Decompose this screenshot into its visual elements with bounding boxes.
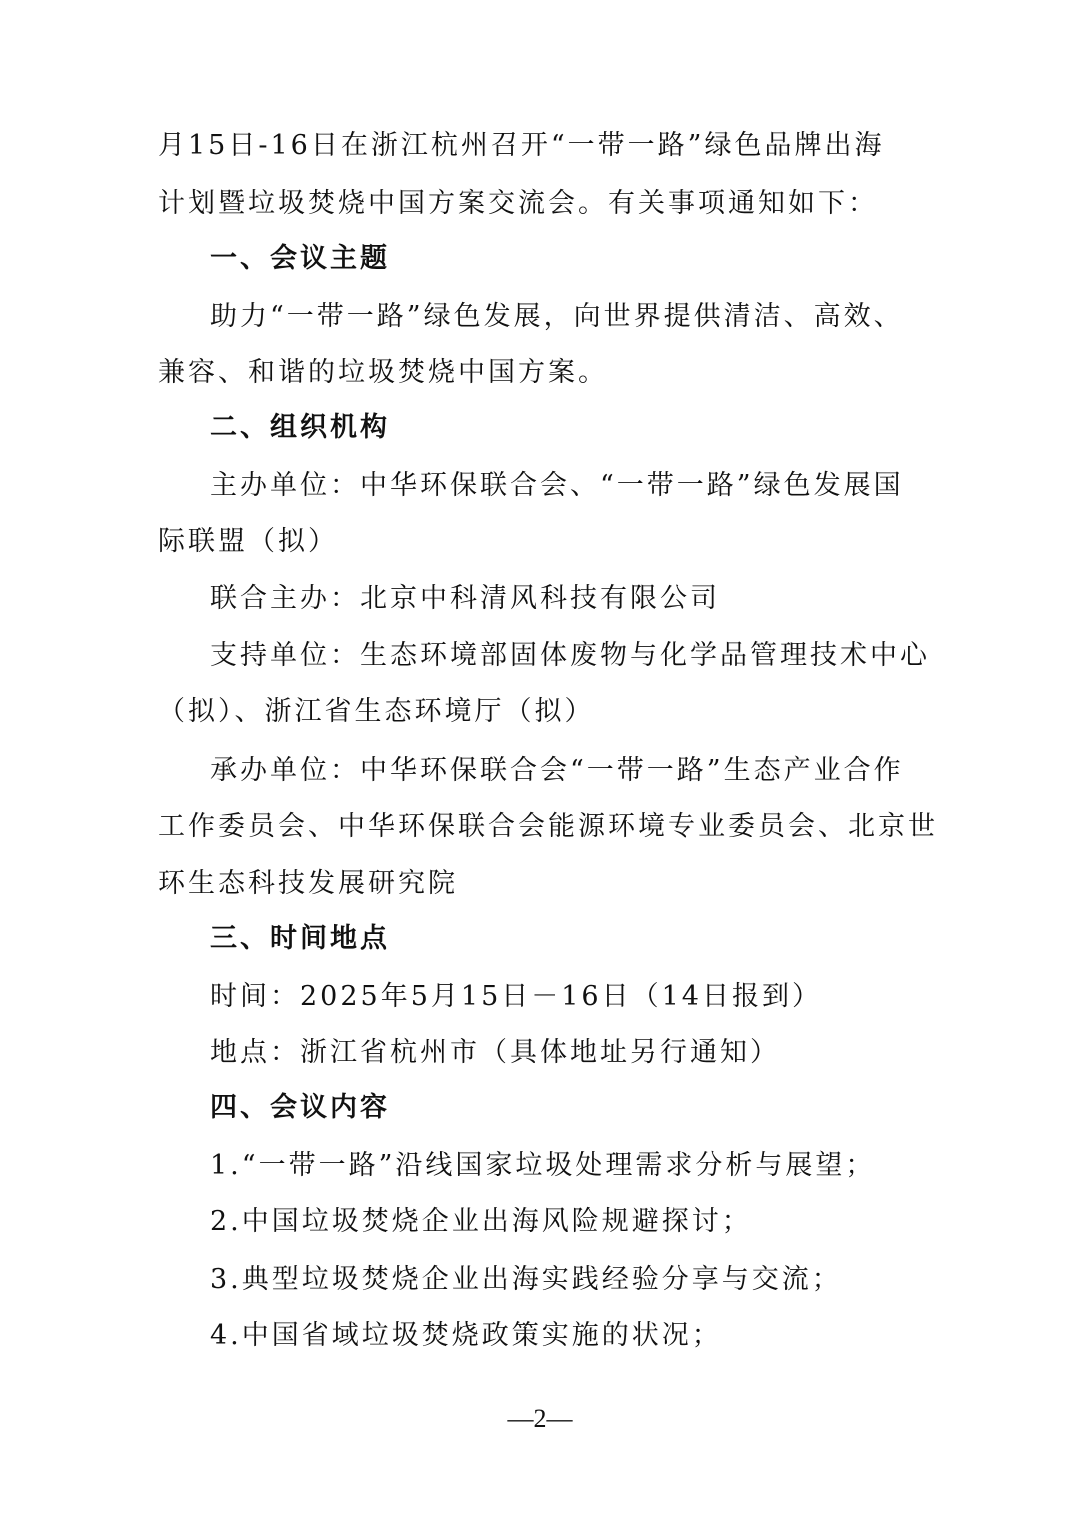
body-text-line: 时间：2025年5月15日－16日（14日报到） [210, 981, 822, 1012]
body-text-line: 承办单位：中华环保联合会“一带一路”生态产业合作 [210, 755, 904, 786]
body-text-line: 支持单位：生态环境部固体废物与化学品管理技术中心 [210, 640, 930, 671]
list-item: 1.“一带一路”沿线国家垃圾处理需求分析与展望； [210, 1150, 876, 1181]
section-heading-content: 四、会议内容 [210, 1092, 390, 1123]
body-text-line: 计划暨垃圾焚烧中国方案交流会。有关事项通知如下： [158, 188, 878, 219]
body-text-line: 工作委员会、中华环保联合会能源环境专业委员会、北京世 [158, 811, 938, 842]
list-item: 4.中国省域垃圾焚烧政策实施的状况； [210, 1320, 722, 1351]
body-text-line: 环生态科技发展研究院 [158, 868, 458, 899]
list-item: 2.中国垃圾焚烧企业出海风险规避探讨； [210, 1206, 752, 1237]
body-text-line: 兼容、和谐的垃圾焚烧中国方案。 [158, 357, 608, 388]
body-text-line: 际联盟（拟） [158, 526, 338, 557]
list-item: 3.典型垃圾焚烧企业出海实践经验分享与交流； [210, 1264, 842, 1295]
body-text-line: 助力“一带一路”绿色发展，向世界提供清洁、高效、 [210, 301, 904, 332]
body-text-line: 月15日-16日在浙江杭州召开“一带一路”绿色品牌出海 [158, 130, 885, 161]
section-heading-time-place: 三、时间地点 [210, 923, 390, 954]
section-heading-theme: 一、会议主题 [210, 243, 390, 274]
body-text-line: 联合主办：北京中科清风科技有限公司 [210, 583, 720, 614]
body-text-line: 地点：浙江省杭州市（具体地址另行通知） [210, 1037, 780, 1068]
body-text-line: （拟）、浙江省生态环境厅（拟） [158, 696, 595, 727]
body-text-line: 主办单位：中华环保联合会、“一带一路”绿色发展国 [210, 470, 904, 501]
page-number: —2— [507, 1404, 573, 1433]
section-heading-organization: 二、组织机构 [210, 412, 390, 443]
